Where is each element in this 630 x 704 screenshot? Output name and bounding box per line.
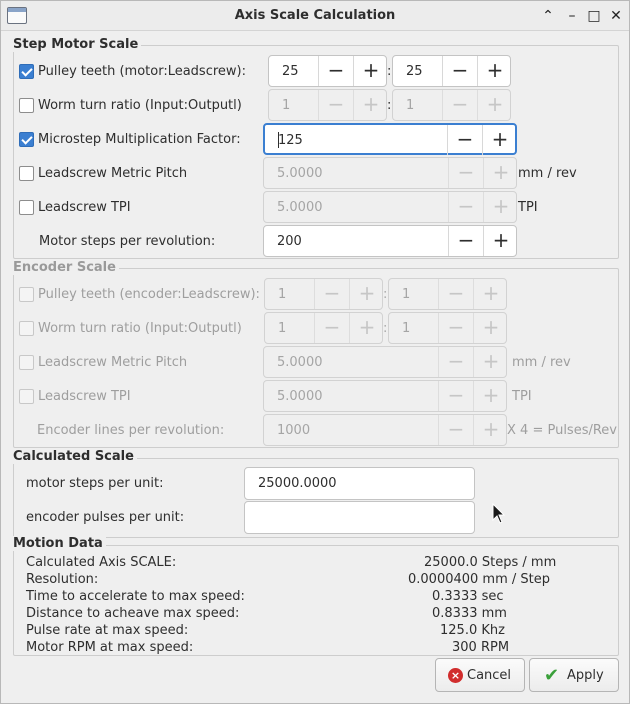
- motion-label: Distance to acheave max speed:: [26, 606, 240, 621]
- step-pulley-motor-spin[interactable]: [268, 55, 387, 87]
- step-steps-label: Motor steps per revolution:: [39, 234, 216, 249]
- step-tpi-row: [1, 191, 630, 225]
- cancel-button[interactable]: [435, 658, 525, 692]
- motion-value: 25000.0 Steps / mm: [424, 555, 557, 570]
- plus-icon[interactable]: +: [349, 313, 384, 343]
- apply-button[interactable]: [529, 658, 619, 692]
- step-metric-unit: mm / rev: [518, 166, 577, 181]
- minus-icon[interactable]: −: [438, 381, 473, 411]
- enc-pulley-encoder-spin[interactable]: [264, 278, 383, 310]
- enc-metric-spin[interactable]: [263, 346, 507, 378]
- motion-row: [26, 623, 606, 640]
- encoder-title: Encoder Scale: [13, 260, 119, 275]
- step-steps-row: [1, 225, 630, 259]
- plus-icon[interactable]: +: [477, 56, 512, 86]
- step-worm-output-value: 1: [406, 98, 415, 113]
- enc-pulley-leadscrew-spin[interactable]: [388, 278, 507, 310]
- step-pulley-leadscrew-value: 25: [406, 64, 423, 79]
- minus-icon[interactable]: −: [438, 347, 473, 377]
- step-pulley-label: Pulley teeth (motor:Leadscrew):: [38, 64, 246, 79]
- encoder-pulses-field[interactable]: [244, 501, 475, 534]
- enc-metric-unit: mm / rev: [512, 355, 571, 370]
- ratio-colon: :: [387, 98, 392, 113]
- enc-lines-row: [1, 414, 630, 448]
- motion-label: Time to accelerate to max speed:: [26, 589, 245, 604]
- enc-worm-input-spin[interactable]: [264, 312, 383, 344]
- motion-title: Motion Data: [13, 536, 106, 551]
- checkmark-icon: ✔: [544, 665, 560, 686]
- plus-icon[interactable]: +: [473, 347, 508, 377]
- step-pulley-checkbox[interactable]: [19, 64, 34, 79]
- enc-tpi-value: 5.0000: [277, 389, 323, 404]
- step-microstep-spin[interactable]: [263, 123, 517, 155]
- step-microstep-label: Microstep Multiplication Factor:: [38, 132, 241, 147]
- enc-pulley-leadscrew-value: 1: [402, 287, 411, 302]
- minus-icon[interactable]: −: [442, 56, 477, 86]
- cancel-icon: ×: [448, 668, 463, 683]
- enc-tpi-checkbox[interactable]: [19, 389, 34, 404]
- enc-tpi-row: [1, 380, 630, 414]
- cancel-button-label: Cancel: [467, 668, 512, 683]
- calculated-title: Calculated Scale: [13, 449, 137, 464]
- minimize-icon[interactable]: –: [568, 8, 576, 24]
- step-pulley-leadscrew-spin[interactable]: [392, 55, 511, 87]
- enc-pulley-label: Pulley teeth (encoder:Leadscrew):: [38, 287, 260, 302]
- plus-icon[interactable]: +: [473, 381, 508, 411]
- minus-icon[interactable]: −: [314, 313, 349, 343]
- step-pulley-row: [1, 55, 630, 89]
- ratio-colon: :: [387, 64, 392, 79]
- minus-icon[interactable]: −: [448, 158, 483, 188]
- step-worm-input-spin[interactable]: [268, 89, 387, 121]
- minus-icon[interactable]: −: [438, 415, 473, 445]
- step-metric-row: [1, 157, 630, 191]
- motion-row: [26, 572, 606, 589]
- window-title: Axis Scale Calculation: [234, 8, 396, 23]
- motion-row: [26, 589, 606, 606]
- motion-label: Resolution:: [26, 572, 99, 587]
- step-tpi-unit: TPI: [518, 200, 538, 215]
- plus-icon[interactable]: +: [483, 158, 518, 188]
- step-microstep-value: 125: [278, 133, 303, 148]
- motion-value: 0.3333 sec: [432, 589, 504, 604]
- step-tpi-checkbox[interactable]: [19, 200, 34, 215]
- step-microstep-row: [1, 123, 630, 157]
- minus-icon[interactable]: −: [448, 192, 483, 222]
- enc-metric-label: Leadscrew Metric Pitch: [38, 355, 188, 370]
- step-metric-spin[interactable]: [263, 157, 517, 189]
- motion-value: 300 RPM: [452, 640, 510, 655]
- enc-pulley-row: [1, 278, 630, 312]
- plus-icon[interactable]: +: [482, 125, 517, 155]
- minus-icon[interactable]: −: [448, 226, 483, 256]
- enc-worm-output-value: 1: [402, 321, 411, 336]
- motion-label: Calculated Axis SCALE:: [26, 555, 177, 570]
- step-steps-spin[interactable]: [263, 225, 517, 257]
- step-motor-title: Step Motor Scale: [13, 37, 141, 52]
- enc-worm-input-value: 1: [278, 321, 287, 336]
- minus-icon[interactable]: −: [447, 125, 482, 155]
- enc-metric-row: [1, 346, 630, 380]
- minus-icon[interactable]: −: [438, 313, 473, 343]
- minus-icon[interactable]: −: [442, 90, 477, 120]
- title-bar[interactable]: [1, 1, 629, 31]
- step-pulley-motor-value: 25: [282, 64, 299, 79]
- motion-label: Motor RPM at max speed:: [26, 640, 194, 655]
- plus-icon[interactable]: +: [483, 192, 518, 222]
- enc-worm-checkbox[interactable]: [19, 321, 34, 336]
- enc-worm-label: Worm turn ratio (Input:Outputl): [38, 321, 242, 336]
- motion-value: 125.0 Khz: [440, 623, 505, 638]
- step-tpi-label: Leadscrew TPI: [38, 200, 131, 215]
- plus-icon[interactable]: +: [483, 226, 518, 256]
- motion-row: [26, 555, 606, 572]
- motor-steps-value: 25000.0000: [258, 476, 337, 491]
- motion-row: [26, 640, 606, 657]
- plus-icon[interactable]: +: [473, 415, 508, 445]
- step-metric-label: Leadscrew Metric Pitch: [38, 166, 188, 181]
- plus-icon[interactable]: +: [353, 56, 388, 86]
- chevron-up-icon[interactable]: ⌃: [542, 8, 554, 24]
- enc-lines-value: 1000: [277, 423, 311, 438]
- enc-metric-value: 5.0000: [277, 355, 323, 370]
- enc-lines-spin[interactable]: [263, 414, 507, 446]
- minus-icon[interactable]: −: [318, 56, 353, 86]
- apply-button-label: Apply: [567, 668, 604, 683]
- enc-pulley-encoder-value: 1: [278, 287, 287, 302]
- enc-metric-checkbox[interactable]: [19, 355, 34, 370]
- close-icon[interactable]: ✕: [610, 8, 622, 24]
- motion-row: [26, 606, 606, 623]
- plus-icon[interactable]: +: [477, 90, 512, 120]
- motor-steps-label: motor steps per unit:: [26, 476, 164, 491]
- enc-tpi-label: Leadscrew TPI: [38, 389, 131, 404]
- step-metric-value: 5.0000: [277, 166, 323, 181]
- step-steps-value: 200: [277, 234, 302, 249]
- plus-icon[interactable]: +: [473, 313, 508, 343]
- minus-icon[interactable]: −: [318, 90, 353, 120]
- encoder-pulses-label: encoder pulses per unit:: [26, 510, 185, 525]
- step-tpi-value: 5.0000: [277, 200, 323, 215]
- plus-icon[interactable]: +: [473, 279, 508, 309]
- step-metric-checkbox[interactable]: [19, 166, 34, 181]
- minus-icon[interactable]: −: [438, 279, 473, 309]
- step-worm-label: Worm turn ratio (Input:Outputl): [38, 98, 242, 113]
- ratio-colon: :: [383, 287, 388, 302]
- step-worm-output-spin[interactable]: [392, 89, 511, 121]
- motor-steps-field[interactable]: [244, 467, 475, 500]
- plus-icon[interactable]: +: [353, 90, 388, 120]
- motion-value: 0.8333 mm: [432, 606, 507, 621]
- step-microstep-checkbox[interactable]: [19, 132, 34, 147]
- plus-icon[interactable]: +: [349, 279, 384, 309]
- step-worm-checkbox[interactable]: [19, 98, 34, 113]
- enc-lines-unit: X 4 = Pulses/Rev: [507, 423, 617, 438]
- step-tpi-spin[interactable]: [263, 191, 517, 223]
- motion-value: 0.0000400 mm / Step: [408, 572, 551, 587]
- ratio-colon: :: [383, 321, 388, 336]
- motion-label: Pulse rate at max speed:: [26, 623, 189, 638]
- step-worm-row: [1, 89, 630, 123]
- minus-icon[interactable]: −: [314, 279, 349, 309]
- enc-lines-label: Encoder lines per revolution:: [37, 423, 225, 438]
- step-worm-input-value: 1: [282, 98, 291, 113]
- enc-pulley-checkbox[interactable]: [19, 287, 34, 302]
- maximize-icon[interactable]: □: [587, 8, 601, 24]
- enc-worm-row: [1, 312, 630, 346]
- enc-tpi-spin[interactable]: [263, 380, 507, 412]
- enc-worm-output-spin[interactable]: [388, 312, 507, 344]
- enc-tpi-unit: TPI: [512, 389, 532, 404]
